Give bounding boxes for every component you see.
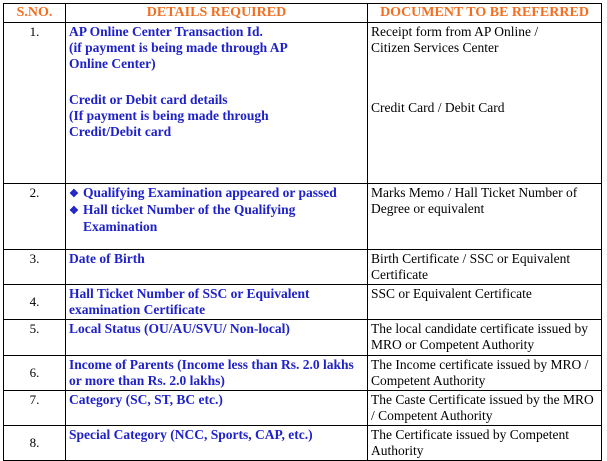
document-cell: The Caste Certificate issued by the MRO / Competent Authority <box>368 391 602 426</box>
row-number: 3. <box>4 250 66 285</box>
document-cell: The Income certificate issued by MRO / Competent Authority <box>368 356 602 391</box>
table-row <box>4 23 602 184</box>
row-number: 4. <box>4 285 66 320</box>
details-cell: Income of Parents (Income less than Rs. 2.0 lakhs or more than Rs. 2.0 lakhs) <box>66 356 368 391</box>
details-line: (if payment is being made through AP <box>69 40 288 55</box>
document-line: Receipt form from AP Online / <box>371 24 539 39</box>
details-cell: Special Category (NCC, Sports, CAP, etc.) <box>66 426 368 461</box>
header-sno: S.NO. <box>4 4 66 23</box>
table-row <box>4 285 602 320</box>
table-row <box>4 426 602 461</box>
row-number: 7. <box>4 391 66 426</box>
row-number: 1. <box>4 23 66 184</box>
details-bullet-item: ❖ Qualifying Examination appeared or passed <box>69 185 337 200</box>
row-number: 8. <box>4 426 66 461</box>
table-row <box>4 356 602 391</box>
details-line: Credit or Debit card details <box>69 92 228 107</box>
details-cell <box>66 23 368 184</box>
details-cell: Date of Birth <box>66 250 368 285</box>
row-number: 2. <box>4 184 66 250</box>
header-details: DETAILS REQUIRED <box>66 4 368 23</box>
details-line: Credit/Debit card <box>69 124 172 139</box>
document-line: Credit Card / Debit Card <box>371 100 505 115</box>
details-bullet-item: ❖ Hall ticket Number of the Qualifying Examination <box>69 202 296 234</box>
document-cell: The local candidate certificate issued by MRO or Competent Authority <box>368 320 602 356</box>
document-cell: Birth Certificate / SSC or Equivalent Certificate <box>368 250 602 285</box>
documents-table <box>3 3 602 461</box>
row-number: 5. <box>4 320 66 356</box>
details-cell: Hall Ticket Number of SSC or Equivalent examination Certificate <box>66 285 368 320</box>
document-cell: SSC or Equivalent Certificate <box>368 285 602 320</box>
row-number: 6. <box>4 356 66 391</box>
table-row <box>4 391 602 426</box>
details-cell: Category (SC, ST, BC etc.) <box>66 391 368 426</box>
details-cell: Local Status (OU/AU/SVU/ Non-local) <box>66 320 368 356</box>
table-row <box>4 320 602 356</box>
diamond-bullet-icon: ❖ <box>69 205 79 217</box>
details-cell <box>66 184 368 250</box>
table-row <box>4 250 602 285</box>
details-line: AP Online Center Transaction Id. <box>69 24 263 39</box>
document-cell <box>368 23 602 184</box>
details-line: (If payment is being made through <box>69 108 269 123</box>
table-row <box>4 184 602 250</box>
header-documents: DOCUMENT TO BE REFERRED <box>368 4 602 23</box>
document-cell: Marks Memo / Hall Ticket Number of Degree or equivalent <box>368 184 602 250</box>
document-cell: The Certificate issued by Competent Authority <box>368 426 602 461</box>
header-row <box>4 4 602 23</box>
document-line: Citizen Services Center <box>371 40 499 55</box>
diamond-bullet-icon: ❖ <box>69 188 79 200</box>
details-line: Online Center) <box>69 56 156 71</box>
